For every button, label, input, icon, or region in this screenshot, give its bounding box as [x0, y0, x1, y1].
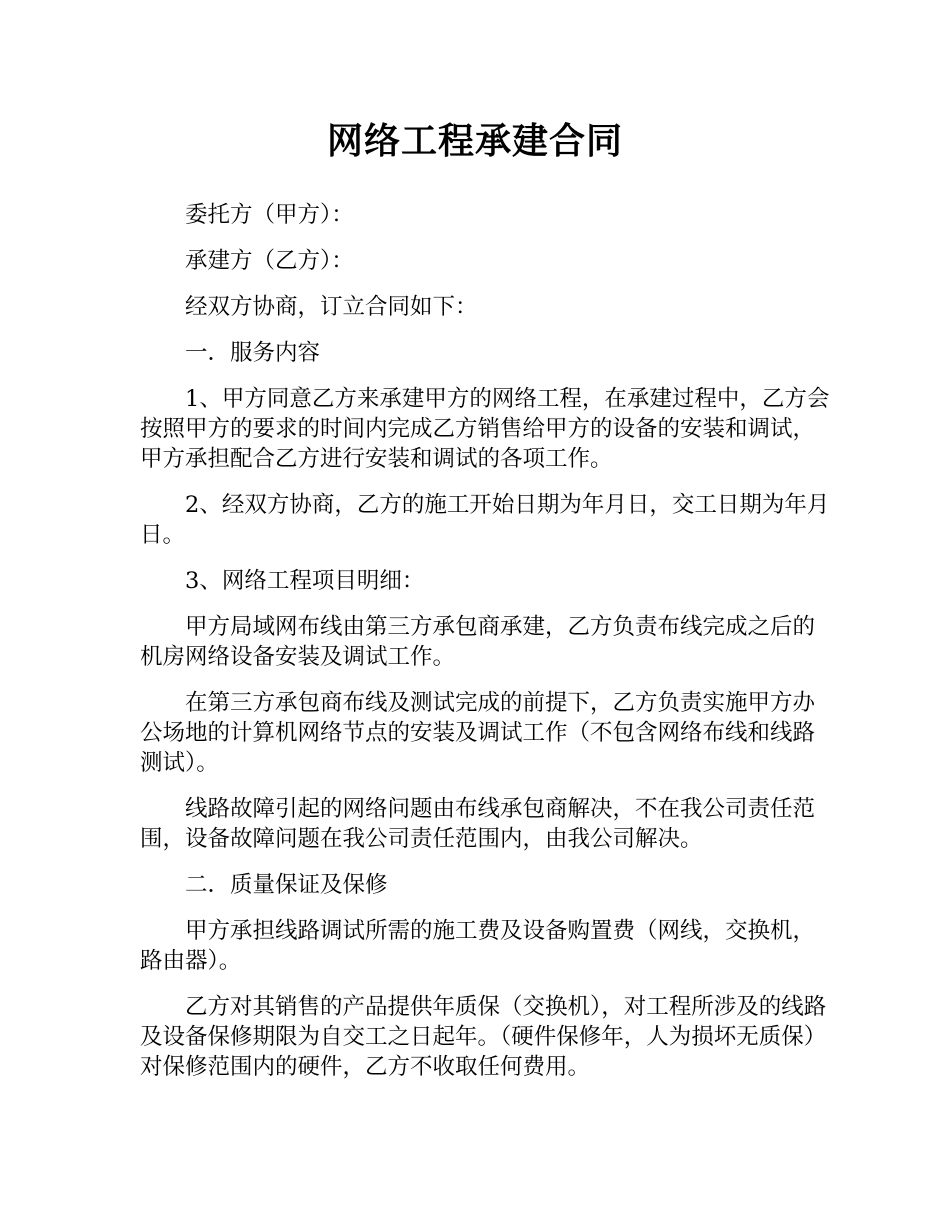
section-heading-service: 一．服务内容 — [185, 340, 321, 366]
paragraph-warranty-terms: 乙方对其销售的产品提供年质保（交换机），对工程所涉及的线路及设备保修期限为自交工之日起年。（硬件保修年，人为损坏无质保）对保修范围内的硬件，乙方不收取任何费用。 — [140, 994, 827, 1080]
paragraph-contractor-party: 承建方（乙方）： — [185, 248, 354, 274]
paragraph-clause-3: 3、网络工程项目明细： — [185, 568, 425, 594]
paragraph-fault-responsibility: 线路故障引起的网络问题由布线承包商解决，不在我公司责任范围，设备故障问题在我公司责任范围内，由我公司解决。 — [140, 796, 816, 852]
document-title: 网络工程承建合同 — [326, 121, 623, 162]
paragraph-installation: 在第三方承包商布线及测试完成的前提下，乙方负责实施甲方办公场地的计算机网络节点的安装及调试工作（不包含网络布线和线路测试）。 — [140, 690, 816, 776]
paragraph-costs: 甲方承担线路调试所需的施工费及设备购置费（网线，交换机，路由器）。 — [140, 918, 816, 974]
paragraph-clause-1: 1、甲方同意乙方来承建甲方的网络工程，在承建过程中，乙方会按照甲方的要求的时间内完成乙方销售给甲方的设备的安装和调试，甲方承担配合乙方进行安装和调试的各项工作。 — [140, 386, 830, 472]
paragraph-agreement-intro: 经双方协商，订立合同如下： — [185, 294, 478, 320]
section-heading-warranty: 二．质量保证及保修 — [185, 872, 388, 898]
paragraph-client-party: 委托方（甲方）： — [185, 202, 354, 228]
document-body — [140, 200, 834, 1098]
paragraph-clause-2: 2、经双方协商，乙方的施工开始日期为年月日，交工日期为年月日。 — [140, 492, 830, 548]
paragraph-cabling: 甲方局域网布线由第三方承包商承建，乙方负责布线完成之后的机房网络设备安装及调试工作。 — [140, 614, 816, 670]
